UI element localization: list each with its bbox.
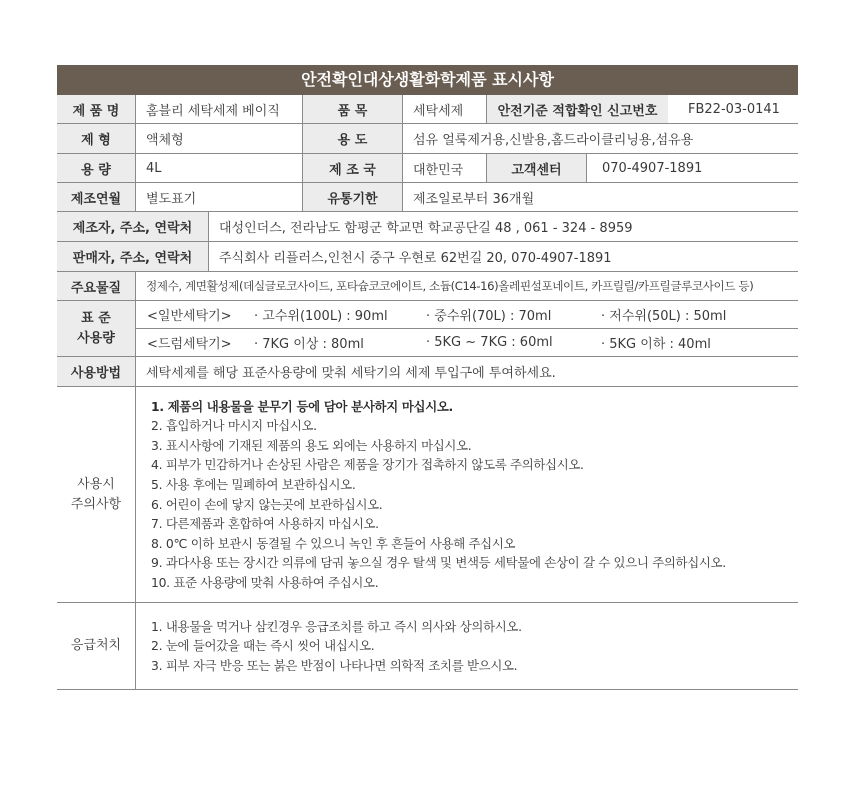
row-form xyxy=(57,124,798,154)
standard-usage xyxy=(57,301,798,357)
usage-general-row xyxy=(136,301,798,328)
usage-drum-row xyxy=(136,328,798,356)
ingredients-value: 정제수, 계면활성제(데실글로코사이드, 포타슘코코에이트, 소듐(C14-16)올레핀설포네이트, 카프릴릴/카프릴글루코사이드 등) xyxy=(135,272,798,300)
precaution-item: 9. 과다사용 또는 장시간 의류에 담궈 놓으실 경우 탈색 및 변색등 세탁물에 손상이 갈 수 있으니 주의하십시오. xyxy=(151,555,726,571)
method-label: 사용방법 xyxy=(57,357,135,386)
seller-label: 판매자, 주소, 연락처 xyxy=(57,242,208,271)
customer-center-value: 070-4907-1891 xyxy=(586,154,798,182)
standard-usage-label-line1: 표 준 xyxy=(81,310,111,326)
precautions-label-line1: 사용시 xyxy=(77,476,115,492)
seller-value: 주식회사 리플러스,인천시 중구 우현로 62번길 20, 070-4907-1891 xyxy=(208,242,798,271)
usage-general-name: <일반세탁기> xyxy=(147,309,232,324)
standard-usage-label-line2: 사용량 xyxy=(77,330,115,346)
row-product-name xyxy=(57,95,798,124)
manufacturer-value: 대성인더스, 전라남도 함평군 학교면 학교공단길 48 , 061 - 324 - 8959 xyxy=(208,212,798,241)
standard-usage-label xyxy=(57,301,135,356)
volume-value: 4L xyxy=(135,154,302,182)
form-value: 액체형 xyxy=(135,124,302,153)
sheet-title: 안전확인대상생활화학제품 표시사항 xyxy=(57,65,798,95)
safety-label: 안전기준 적합확인 신고번호 xyxy=(486,95,668,123)
row-volume xyxy=(57,154,798,183)
precautions-label xyxy=(57,387,135,602)
precautions-section xyxy=(57,387,798,603)
country-label: 제 조 국 xyxy=(302,154,402,182)
precaution-item: 4. 피부가 민감하거나 손상된 사람은 제품을 장기가 접촉하지 않도록 주의하십시오. xyxy=(151,457,584,473)
usage-general-low: · 저수위(50L) : 50ml xyxy=(601,309,727,324)
first-aid-item: 3. 피부 자극 반응 또는 붉은 반점이 나타나면 의학적 조치를 받으시오. xyxy=(151,657,518,673)
precaution-item: 7. 다른제품과 혼합하여 사용하지 마십시오. xyxy=(151,516,379,532)
product-name-value: 홈블리 세탁세제 베이직 xyxy=(135,95,302,123)
precautions-label-line2: 주의사항 xyxy=(70,496,122,512)
precaution-item: 10. 표준 사용량에 맞춰 사용하여 주십시오. xyxy=(151,574,379,590)
manufacturer-label: 제조자, 주소, 연락처 xyxy=(57,212,208,241)
use-label: 용 도 xyxy=(302,124,402,153)
precaution-item: 5. 사용 후에는 밀폐하여 보관하십시오. xyxy=(151,476,356,492)
first-aid-item: 1. 내용물을 먹거나 삼킨경우 응급조치를 하고 즉시 의사와 상의하시오. xyxy=(151,618,522,634)
usage-drum-low: · 5KG 이하 : 40ml xyxy=(601,337,711,352)
first-aid-list xyxy=(151,617,522,676)
usage-drum-mid: · 5KG ~ 7KG : 60ml xyxy=(426,335,553,350)
first-aid-item: 2. 눈에 들어갔을 때는 즉시 씻어 내십시오. xyxy=(151,638,375,654)
precaution-item: 1. 제품의 내용물을 분무기 등에 담아 분사하지 마십시오. xyxy=(151,398,453,414)
usage-general-high: · 고수위(100L) : 90ml xyxy=(254,309,388,324)
mfg-date-value: 별도표기 xyxy=(135,183,302,211)
use-value: 섬유 얼룩제거용,신발용,홈드라이클리닝용,섬유용 xyxy=(402,124,798,153)
first-aid-label: 응급처치 xyxy=(57,603,135,689)
precautions-list xyxy=(151,397,726,593)
mfg-date-label: 제조연월 xyxy=(57,183,135,211)
method-value: 세탁세제를 해당 표준사용량에 맞춰 세탁기의 세제 투입구에 투여하세요. xyxy=(135,357,798,386)
usage-general-mid: · 중수위(70L) : 70ml xyxy=(426,309,552,324)
form-label: 제 형 xyxy=(57,124,135,153)
row-manufacturer xyxy=(57,212,798,242)
item-value: 세탁세제 xyxy=(402,95,486,123)
customer-center-label: 고객센터 xyxy=(486,154,586,182)
precaution-item: 2. 흡입하거나 마시지 마십시오. xyxy=(151,418,317,434)
row-seller xyxy=(57,242,798,272)
row-method xyxy=(57,357,798,387)
expiry-value: 제조일로부터 36개월 xyxy=(402,183,798,211)
item-label: 품 목 xyxy=(302,95,402,123)
ingredients-label: 주요물질 xyxy=(57,272,135,300)
precaution-item: 8. 0℃ 이하 보관시 동결될 수 있으니 녹인 후 흔들어 사용해 주십시오 xyxy=(151,535,516,551)
volume-label: 용 량 xyxy=(57,154,135,182)
precaution-item: 3. 표시사항에 기재된 제품의 용도 외에는 사용하지 마십시오. xyxy=(151,437,472,453)
product-name-label: 제 품 명 xyxy=(57,95,135,123)
usage-drum-name: <드럼세탁기> xyxy=(147,337,232,352)
usage-drum-high: · 7KG 이상 : 80ml xyxy=(254,337,364,352)
safety-value: FB22-03-0141 xyxy=(688,101,780,117)
row-ingredients xyxy=(57,272,798,301)
first-aid-section xyxy=(57,603,798,690)
country-value: 대한민국 xyxy=(402,154,486,182)
label-sheet xyxy=(57,65,798,690)
row-mfg-date xyxy=(57,183,798,212)
expiry-label: 유통기한 xyxy=(302,183,402,211)
precaution-item: 6. 어린이 손에 닿지 않는곳에 보관하십시오. xyxy=(151,496,383,512)
